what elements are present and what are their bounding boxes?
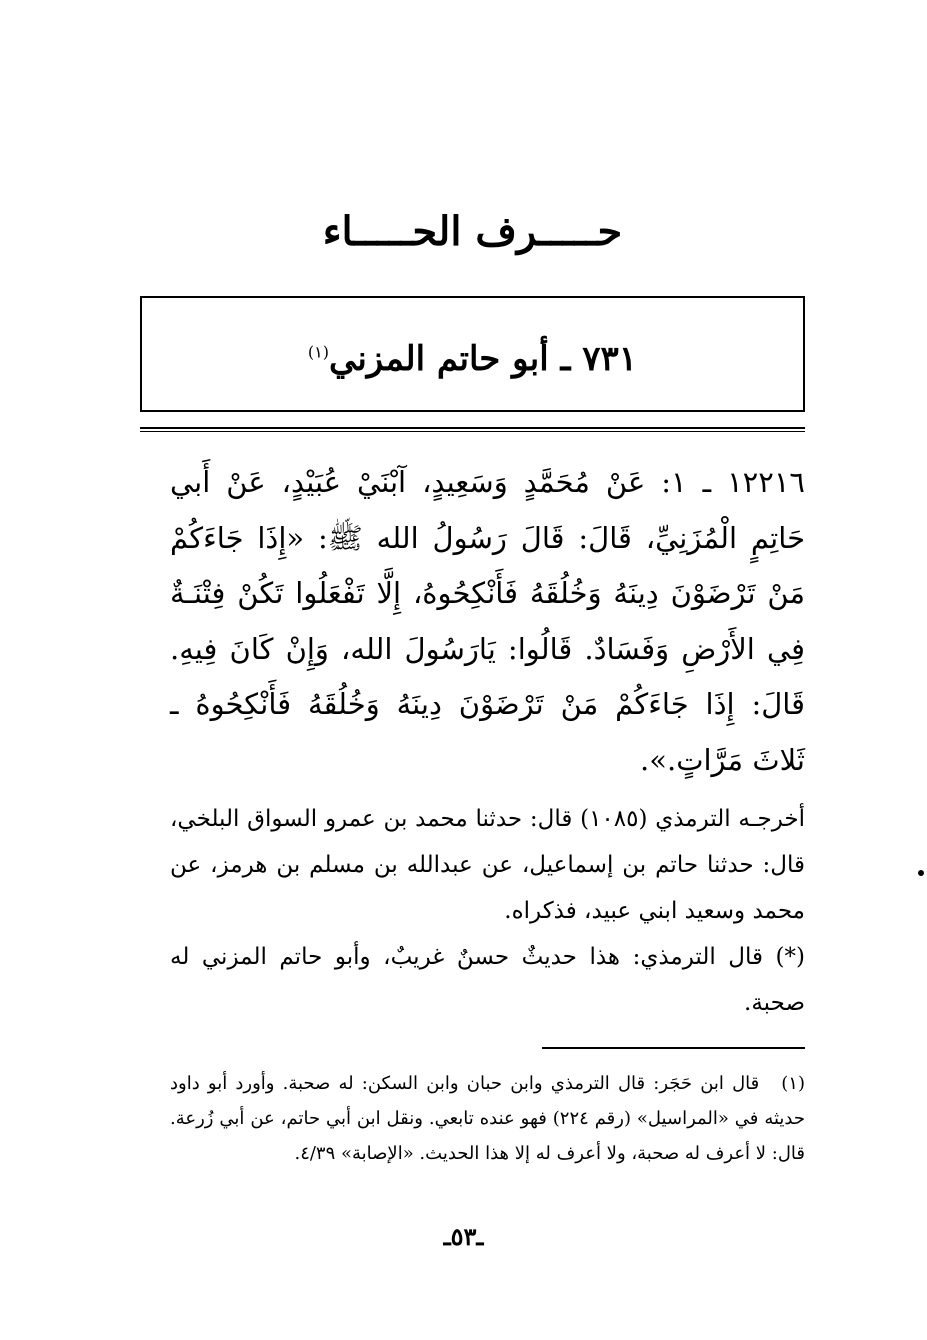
- hadith-line: مَرَّاتٍ.».: [640, 742, 744, 777]
- page-number: ـ٥٣ـ: [443, 1222, 484, 1251]
- takhrij-section: [170, 796, 805, 1026]
- entry-heading-box: [140, 296, 805, 412]
- section-divider: [140, 427, 805, 432]
- tirmidhi-comment: (*) قال الترمذي: هذا حديثٌ حسنٌ غريبٌ، وأبو حاتم المزني له صحبة.: [170, 944, 805, 1016]
- hadith-line: حَاتِمٍ الْمُزَنِيِّ، قَالَ: قَالَ رَسُولُ الله ﷺ:: [318, 520, 806, 555]
- hadith-line: ١٢٢١٦ ـ ١: عَنْ مُحَمَّدٍ وَسَعِيدٍ، آبْنَيْ عُبَيْدٍ، عَنْ أَبي: [170, 465, 805, 499]
- takhrij-source: أخرجـه الترمذي (١٠٨٥) قال: حدثنا محمد بن عمرو السواق البلخي، قال: حدثنا حاتم بن إسماعيل، عن عبدالله بن مسلم بن هرمز، عن محمد وسعيد ابني عبيد، فذكراه.: [170, 806, 805, 924]
- hadith-line: تَكُنْ فِتْنَـةٌ فِي الأَرْضِ وَفَسَادٌ. قَالُوا: يَارَسُولَ الله، وَإِنْ كَانَ: [170, 576, 806, 666]
- chapter-title: حـــــرف الحـــــاء: [322, 208, 623, 255]
- hadith-line: «إِذَا جَاءَكُمْ مَنْ تَرْضَوْنَ دِينَهُ وَخُلُقَهُ فَأَنْكِحُوهُ، إِلَّا تَفْعَلُوا: [170, 520, 806, 610]
- hadith-line: فِيهِ. قَالَ: إِذَا جَاءَكُمْ مَنْ تَرْضَوْنَ دِينَهُ وَخُلُقَهُ فَأَنْكِحُوهُ ـ ثَلاثَ: [170, 631, 805, 777]
- footnote-divider: [542, 1047, 805, 1049]
- footnote-reference: (١): [307, 342, 329, 362]
- entry-heading: [308, 339, 637, 379]
- footnote: [170, 1066, 805, 1171]
- margin-dot: [918, 870, 924, 876]
- footnote-marker: (١): [781, 1073, 805, 1094]
- entry-heading-text: ٧٣١ ـ أبو حاتم المزني: [329, 339, 638, 379]
- footnote-text: قال ابن حَجَر: قال الترمذي وابن حبان وابن السكن: له صحبة. وأورد أبو داود حديثه في «المراسيل» (رقم ٢٢٤) فهو عنده تابعي. ونقل ابن أبي حاتم، عن أبي زُرعة. قال: لا أعرف له صحبة، ولا أعرف له إلا هذا الحديث. «الإصابة» ٤/٣٩.: [170, 1073, 805, 1164]
- hadith-text: [170, 455, 805, 788]
